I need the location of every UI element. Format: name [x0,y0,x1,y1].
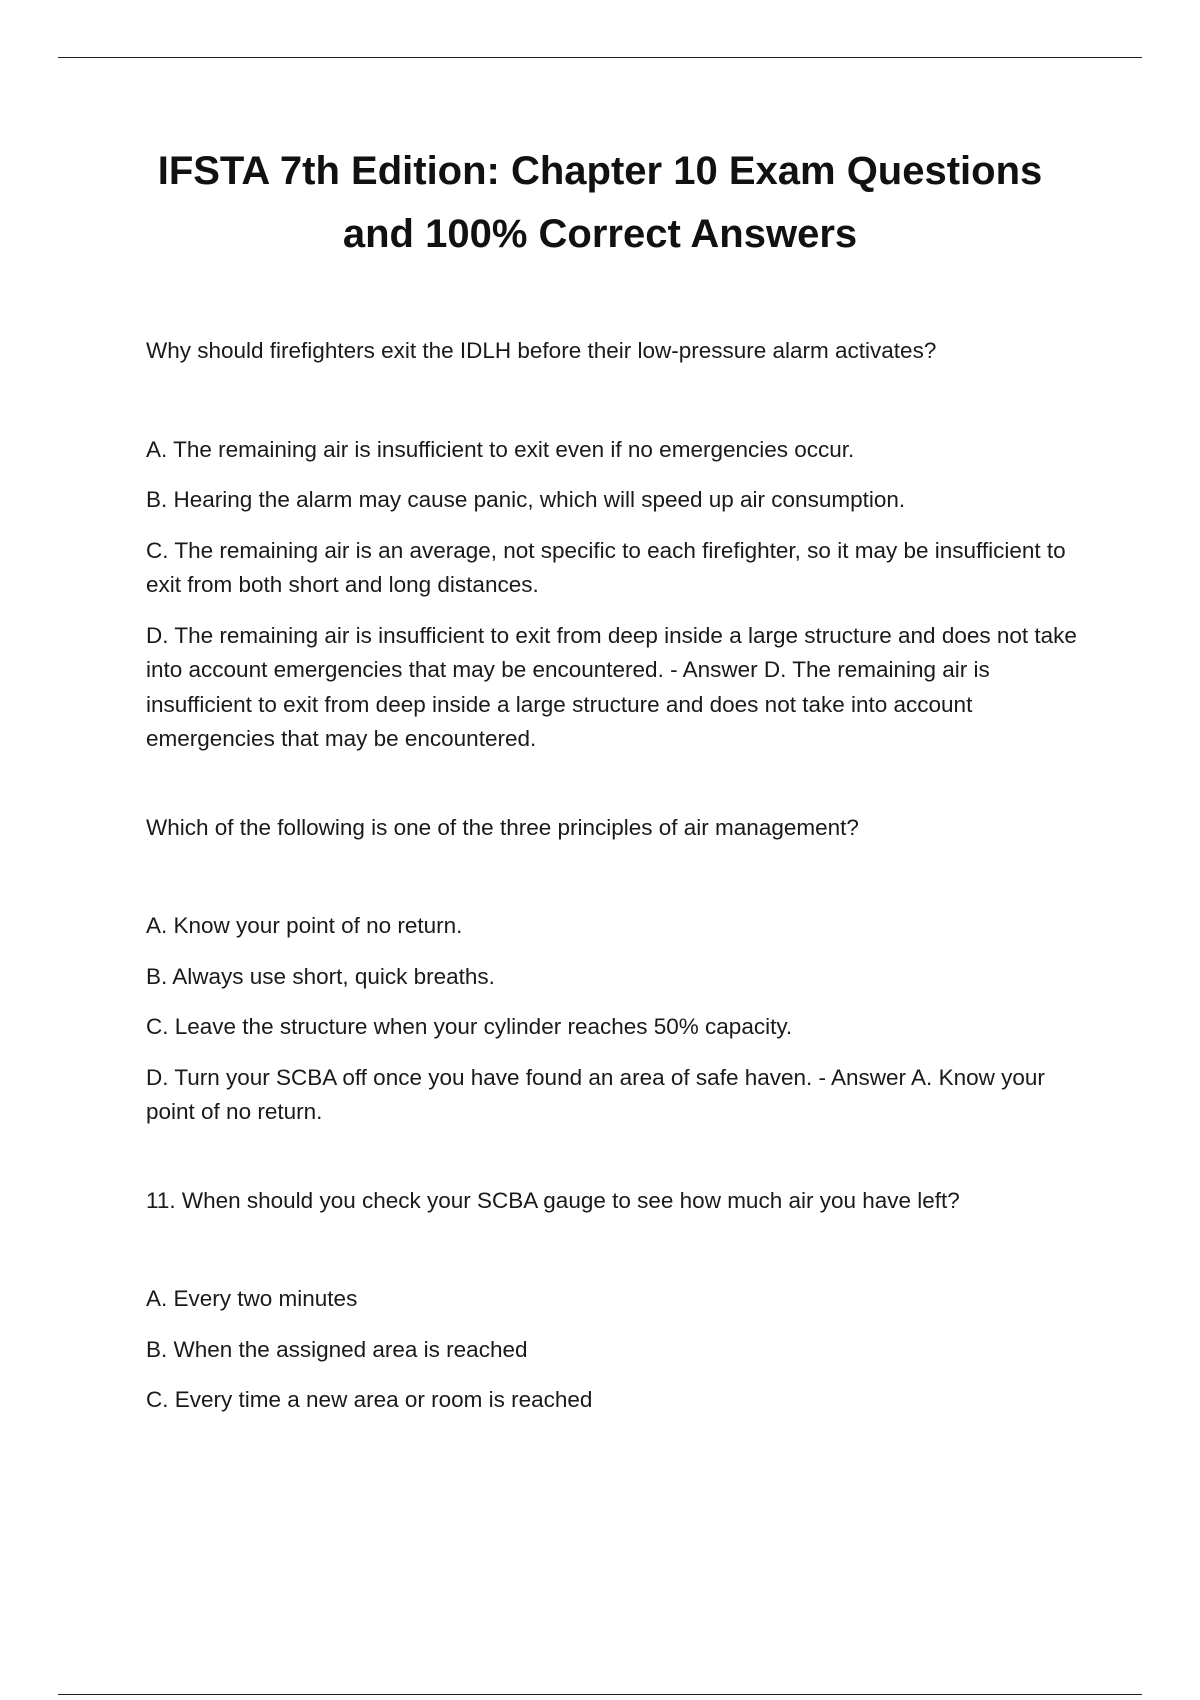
option-a: A. The remaining air is insufficient to exit even if no emergencies occur. [146,436,855,462]
question-text: 11. When should you check your SCBA gauge to see how much air you have left? [146,1187,960,1213]
question-block-2 [146,811,1091,1130]
option-b: B. When the assigned area is reached [146,1336,528,1362]
question-block-1 [146,334,1091,757]
option-c: C. Every time a new area or room is reached [146,1387,593,1412]
option-a: A. Know your point of no return. [146,913,463,938]
question-text: Which of the following is one of the three principles of air management? [146,814,859,840]
question-list [146,334,1091,1434]
question-block-3 [146,1184,1091,1418]
option-a: A. Every two minutes [146,1286,358,1311]
answer-options [146,433,1091,757]
header-rule [58,57,1142,58]
title-line-2: and 100% Correct Answers [342,212,858,256]
option-d-with-answer: D. The remaining air is insufficient to exit from deep inside a large structure and does not take into account emergencies that may be encountered. - Answer D. The remaining air is insufficient to exit from deep inside a large structure and does not take into account emergencies that may be encountered. [146,622,1077,751]
option-c: C. The remaining air is an average, not specific to each firefighter, so it may be insufficient to exit from both short and long distances. [146,537,1066,597]
answer-options [146,1282,1091,1418]
document-title [100,140,1100,266]
option-b: B. Always use short, quick breaths. [146,963,495,989]
option-c: C. Leave the structure when your cylinder reaches 50% capacity. [146,1014,793,1039]
answer-options [146,909,1091,1130]
footer-rule [58,1694,1142,1695]
title-line-1: IFSTA 7th Edition: Chapter 10 Exam Questions [157,149,1043,193]
question-text: Why should firefighters exit the IDLH before their low-pressure alarm activates? [146,338,937,363]
option-d-with-answer: D. Turn your SCBA off once you have found an area of safe haven. - Answer A. Know your point of no return. [146,1064,1045,1124]
option-b: B. Hearing the alarm may cause panic, which will speed up air consumption. [146,487,906,512]
